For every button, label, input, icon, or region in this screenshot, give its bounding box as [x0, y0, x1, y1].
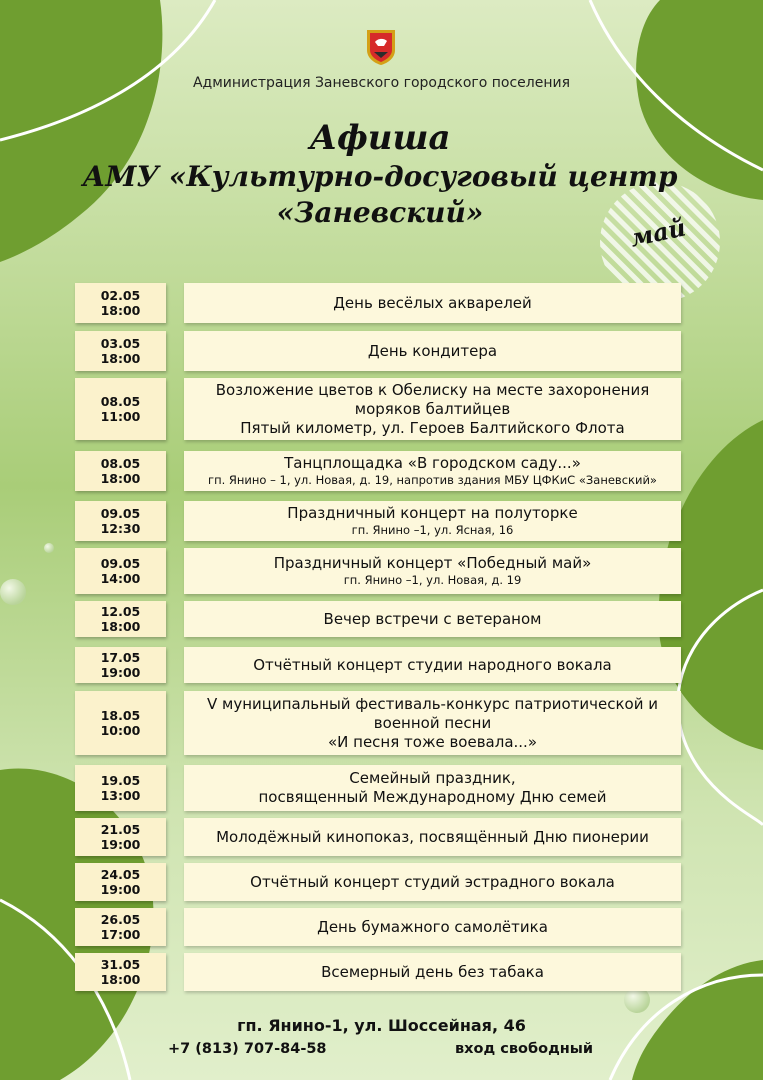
- event-title-line: Праздничный концерт «Победный май»: [273, 554, 592, 572]
- event-date: [75, 283, 166, 323]
- event-title-line: «И песня тоже воевала...»: [327, 732, 537, 751]
- event-title-line: военной песни: [373, 713, 492, 732]
- event-title-line: Возложение цветов к Обелиску на месте захоронения: [215, 380, 650, 399]
- event-date: [75, 548, 166, 594]
- event-time: 19:00: [100, 837, 141, 852]
- event-date: [75, 378, 166, 440]
- event-day: 19.05: [100, 773, 141, 788]
- event-date: [75, 501, 166, 541]
- footer-phone: +7 (813) 707-84-58: [168, 1041, 327, 1057]
- organization-name: АМУ «Культурно-досуговый центр: [82, 160, 678, 193]
- event-date: [75, 601, 166, 637]
- event-day: 08.05: [100, 456, 141, 471]
- event-time: 18:00: [100, 972, 141, 987]
- month-label: май: [627, 212, 689, 253]
- event-time: 19:00: [100, 882, 141, 897]
- event-title-line: V муниципальный фестиваль-конкурс патриотической и: [206, 694, 659, 713]
- event-description: [184, 647, 681, 683]
- event-title-line: Праздничный концерт на полуторке: [287, 504, 578, 522]
- event-location: гп. Янино – 1, ул. Новая, д. 19, напротив здания МБУ ЦФКиС «Заневский»: [208, 473, 657, 487]
- event-description: [184, 378, 681, 440]
- event-day: 09.05: [100, 506, 141, 521]
- event-title-line: Молодёжный кинопоказ, посвящённый Дню пионерии: [216, 827, 649, 846]
- event-description: [184, 818, 681, 856]
- event-day: 26.05: [100, 912, 141, 927]
- event-day: 31.05: [100, 957, 141, 972]
- event-date: [75, 818, 166, 856]
- event-description: [184, 601, 681, 637]
- event-date: [75, 647, 166, 683]
- event-time: 12:30: [100, 521, 141, 536]
- admin-heading: Администрация Заневского городского поселения: [192, 75, 571, 91]
- event-day: 09.05: [100, 556, 141, 571]
- footer-address: гп. Янино-1, ул. Шоссейная, 46: [237, 1016, 526, 1035]
- event-title-line: Отчётный концерт студий эстрадного вокала: [250, 872, 615, 891]
- event-description: [184, 283, 681, 323]
- event-description: [184, 501, 681, 541]
- event-description: [184, 863, 681, 901]
- poster-title: Афиша: [309, 118, 451, 158]
- event-title-line: Отчётный концерт студии народного вокала: [253, 655, 612, 674]
- event-description: [184, 765, 681, 811]
- event-description: [184, 691, 681, 755]
- event-day: 21.05: [100, 822, 141, 837]
- event-location: гп. Янино –1, ул. Ясная, 16: [351, 523, 514, 537]
- event-title-line: Вечер встречи с ветераном: [323, 609, 542, 628]
- event-time: 18:00: [100, 619, 141, 634]
- event-time: 17:00: [100, 927, 141, 942]
- event-title-line: Семейный праздник,: [349, 769, 516, 787]
- footer-entry: вход свободный: [455, 1041, 594, 1057]
- event-title-line: посвященный Международному Дню семей: [258, 788, 607, 806]
- event-date: [75, 451, 166, 491]
- event-date: [75, 331, 166, 371]
- event-description: [184, 953, 681, 991]
- event-date: [75, 953, 166, 991]
- event-title-line: Пятый километр, ул. Героев Балтийского Флота: [240, 418, 625, 437]
- event-title-line: День бумажного самолётика: [317, 917, 548, 936]
- organization-name-line2: «Заневский»: [276, 196, 484, 229]
- event-description: [184, 908, 681, 946]
- event-day: 12.05: [100, 604, 141, 619]
- event-date: [75, 863, 166, 901]
- event-day: 17.05: [100, 650, 141, 665]
- coat-of-arms-icon: [364, 28, 398, 66]
- event-time: 10:00: [100, 723, 141, 738]
- event-time: 11:00: [100, 409, 141, 424]
- event-time: 18:00: [100, 303, 141, 318]
- event-title-line: моряков балтийцев: [354, 399, 511, 418]
- event-day: 03.05: [100, 336, 141, 351]
- event-time: 19:00: [100, 665, 141, 680]
- event-description: [184, 331, 681, 371]
- event-title-line: Всемерный день без табака: [321, 962, 544, 981]
- event-day: 24.05: [100, 867, 141, 882]
- event-day: 08.05: [100, 394, 141, 409]
- event-description: [184, 548, 681, 594]
- event-title-line: День весёлых акварелей: [333, 293, 532, 312]
- event-time: 18:00: [100, 471, 141, 486]
- event-title-line: Танцплощадка «В городском саду...»: [284, 454, 581, 472]
- event-time: 14:00: [100, 571, 141, 586]
- event-day: 02.05: [100, 288, 141, 303]
- event-location: гп. Янино –1, ул. Новая, д. 19: [343, 573, 522, 587]
- event-date: [75, 908, 166, 946]
- event-date: [75, 765, 166, 811]
- event-day: 18.05: [100, 708, 141, 723]
- event-description: [184, 451, 681, 491]
- event-title-line: День кондитера: [367, 341, 498, 360]
- event-time: 18:00: [100, 351, 141, 366]
- event-time: 13:00: [100, 788, 141, 803]
- event-date: [75, 691, 166, 755]
